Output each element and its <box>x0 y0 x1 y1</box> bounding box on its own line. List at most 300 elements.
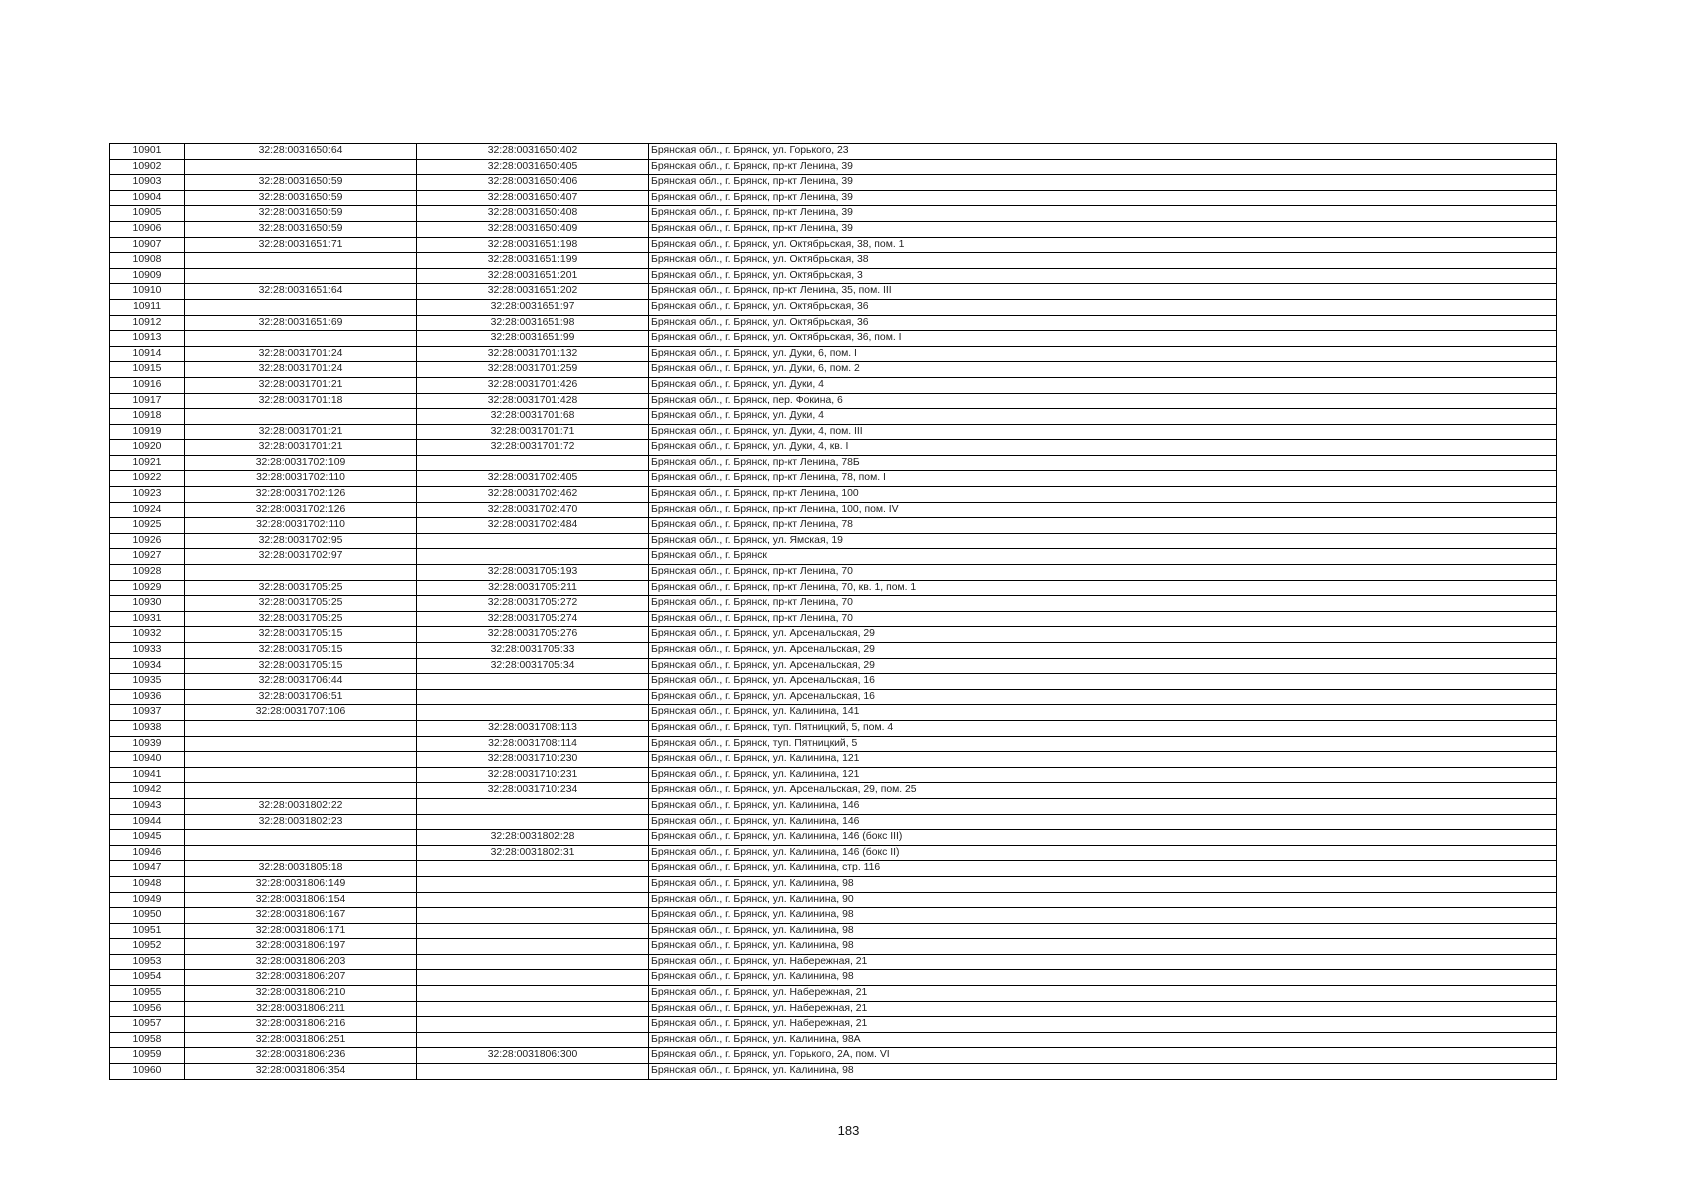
row-number-cell: 10915 <box>110 362 185 378</box>
object-cadastral-number-cell: 32:28:0031806:300 <box>417 1048 649 1064</box>
row-number-cell: 10921 <box>110 455 185 471</box>
land-cadastral-number-cell: 32:28:0031650:59 <box>185 190 417 206</box>
object-cadastral-number-cell <box>417 876 649 892</box>
row-number-cell: 10909 <box>110 268 185 284</box>
table-row <box>110 487 1557 503</box>
land-cadastral-number-cell: 32:28:0031701:21 <box>185 424 417 440</box>
land-cadastral-number-cell: 32:28:0031702:110 <box>185 471 417 487</box>
address-cell: Брянская обл., г. Брянск, ул. Дуки, 4, кв. I <box>649 440 1557 456</box>
table-row <box>110 1017 1557 1033</box>
land-cadastral-number-cell <box>185 268 417 284</box>
object-cadastral-number-cell: 32:28:0031705:272 <box>417 596 649 612</box>
address-cell: Брянская обл., г. Брянск, ул. Калинина, 146 (бокс II) <box>649 845 1557 861</box>
table-row <box>110 970 1557 986</box>
row-number-cell: 10910 <box>110 284 185 300</box>
object-cadastral-number-cell: 32:28:0031802:31 <box>417 845 649 861</box>
row-number-cell: 10949 <box>110 892 185 908</box>
row-number-cell: 10948 <box>110 876 185 892</box>
table-row <box>110 237 1557 253</box>
object-cadastral-number-cell: 32:28:0031705:34 <box>417 658 649 674</box>
table-row <box>110 596 1557 612</box>
land-cadastral-number-cell: 32:28:0031701:18 <box>185 393 417 409</box>
address-cell: Брянская обл., г. Брянск, пр-кт Ленина, 100 <box>649 487 1557 503</box>
land-cadastral-number-cell: 32:28:0031702:126 <box>185 487 417 503</box>
object-cadastral-number-cell: 32:28:0031650:409 <box>417 221 649 237</box>
address-cell: Брянская обл., г. Брянск, ул. Калинина, 90 <box>649 892 1557 908</box>
object-cadastral-number-cell: 32:28:0031651:98 <box>417 315 649 331</box>
table-row <box>110 299 1557 315</box>
table-row <box>110 284 1557 300</box>
land-cadastral-number-cell: 32:28:0031651:69 <box>185 315 417 331</box>
object-cadastral-number-cell <box>417 1001 649 1017</box>
land-cadastral-number-cell: 32:28:0031702:110 <box>185 518 417 534</box>
address-cell: Брянская обл., г. Брянск, ул. Арсенальская, 29, пом. 25 <box>649 783 1557 799</box>
land-cadastral-number-cell: 32:28:0031702:95 <box>185 533 417 549</box>
table-row <box>110 876 1557 892</box>
table-row <box>110 720 1557 736</box>
table-row <box>110 206 1557 222</box>
land-cadastral-number-cell: 32:28:0031706:44 <box>185 674 417 690</box>
address-cell: Брянская обл., г. Брянск, ул. Набережная, 21 <box>649 1001 1557 1017</box>
row-number-cell: 10935 <box>110 674 185 690</box>
address-cell: Брянская обл., г. Брянск, ул. Калинина, 146 <box>649 814 1557 830</box>
address-cell: Брянская обл., г. Брянск, ул. Октябрьская, 36, пом. I <box>649 331 1557 347</box>
row-number-cell: 10919 <box>110 424 185 440</box>
land-cadastral-number-cell <box>185 720 417 736</box>
object-cadastral-number-cell: 32:28:0031650:407 <box>417 190 649 206</box>
row-number-cell: 10923 <box>110 487 185 503</box>
row-number-cell: 10945 <box>110 830 185 846</box>
land-cadastral-number-cell: 32:28:0031701:24 <box>185 346 417 362</box>
address-cell: Брянская обл., г. Брянск, ул. Арсенальская, 29 <box>649 658 1557 674</box>
table-row <box>110 440 1557 456</box>
row-number-cell: 10932 <box>110 627 185 643</box>
land-cadastral-number-cell: 32:28:0031806:197 <box>185 939 417 955</box>
table-row <box>110 580 1557 596</box>
row-number-cell: 10901 <box>110 144 185 160</box>
address-cell: Брянская обл., г. Брянск, пр-кт Ленина, 70 <box>649 565 1557 581</box>
land-cadastral-number-cell: 32:28:0031650:59 <box>185 206 417 222</box>
land-cadastral-number-cell <box>185 752 417 768</box>
land-cadastral-number-cell: 32:28:0031701:21 <box>185 440 417 456</box>
object-cadastral-number-cell <box>417 689 649 705</box>
object-cadastral-number-cell: 32:28:0031802:28 <box>417 830 649 846</box>
land-cadastral-number-cell <box>185 736 417 752</box>
land-cadastral-number-cell: 32:28:0031806:154 <box>185 892 417 908</box>
address-cell: Брянская обл., г. Брянск, туп. Пятницкий, 5 <box>649 736 1557 752</box>
row-number-cell: 10939 <box>110 736 185 752</box>
table-row <box>110 830 1557 846</box>
row-number-cell: 10954 <box>110 970 185 986</box>
object-cadastral-number-cell: 32:28:0031705:274 <box>417 611 649 627</box>
row-number-cell: 10920 <box>110 440 185 456</box>
land-cadastral-number-cell: 32:28:0031706:51 <box>185 689 417 705</box>
table-row <box>110 518 1557 534</box>
table-row <box>110 814 1557 830</box>
table-row <box>110 159 1557 175</box>
land-cadastral-number-cell: 32:28:0031802:22 <box>185 798 417 814</box>
land-cadastral-number-cell <box>185 331 417 347</box>
table-row <box>110 736 1557 752</box>
row-number-cell: 10913 <box>110 331 185 347</box>
land-cadastral-number-cell: 32:28:0031702:97 <box>185 549 417 565</box>
row-number-cell: 10916 <box>110 377 185 393</box>
table-row <box>110 674 1557 690</box>
row-number-cell: 10944 <box>110 814 185 830</box>
land-cadastral-number-cell: 32:28:0031806:203 <box>185 954 417 970</box>
row-number-cell: 10908 <box>110 253 185 269</box>
table-row <box>110 986 1557 1002</box>
land-cadastral-number-cell: 32:28:0031705:25 <box>185 611 417 627</box>
address-cell: Брянская обл., г. Брянск, ул. Арсенальская, 16 <box>649 689 1557 705</box>
object-cadastral-number-cell <box>417 908 649 924</box>
object-cadastral-number-cell: 32:28:0031651:202 <box>417 284 649 300</box>
land-cadastral-number-cell <box>185 159 417 175</box>
object-cadastral-number-cell: 32:28:0031701:72 <box>417 440 649 456</box>
table-row <box>110 346 1557 362</box>
table-row <box>110 845 1557 861</box>
table-row <box>110 377 1557 393</box>
land-cadastral-number-cell: 32:28:0031650:64 <box>185 144 417 160</box>
land-cadastral-number-cell: 32:28:0031806:149 <box>185 876 417 892</box>
land-cadastral-number-cell <box>185 845 417 861</box>
address-cell: Брянская обл., г. Брянск, ул. Ямская, 19 <box>649 533 1557 549</box>
row-number-cell: 10936 <box>110 689 185 705</box>
object-cadastral-number-cell: 32:28:0031702:484 <box>417 518 649 534</box>
registry-table-body <box>110 144 1557 1080</box>
row-number-cell: 10925 <box>110 518 185 534</box>
address-cell: Брянская обл., г. Брянск, ул. Калинина, 121 <box>649 767 1557 783</box>
row-number-cell: 10906 <box>110 221 185 237</box>
row-number-cell: 10905 <box>110 206 185 222</box>
land-cadastral-number-cell: 32:28:0031702:126 <box>185 502 417 518</box>
row-number-cell: 10957 <box>110 1017 185 1033</box>
row-number-cell: 10924 <box>110 502 185 518</box>
address-cell: Брянская обл., г. Брянск, пр-кт Ленина, 35, пом. III <box>649 284 1557 300</box>
table-row <box>110 409 1557 425</box>
table-row <box>110 424 1557 440</box>
row-number-cell: 10928 <box>110 565 185 581</box>
address-cell: Брянская обл., г. Брянск, ул. Октябрьская, 38 <box>649 253 1557 269</box>
object-cadastral-number-cell: 32:28:0031710:230 <box>417 752 649 768</box>
object-cadastral-number-cell: 32:28:0031701:132 <box>417 346 649 362</box>
row-number-cell: 10938 <box>110 720 185 736</box>
land-cadastral-number-cell: 32:28:0031650:59 <box>185 221 417 237</box>
address-cell: Брянская обл., г. Брянск, ул. Калинина, 98 <box>649 876 1557 892</box>
object-cadastral-number-cell: 32:28:0031708:113 <box>417 720 649 736</box>
object-cadastral-number-cell: 32:28:0031651:97 <box>417 299 649 315</box>
table-row <box>110 908 1557 924</box>
address-cell: Брянская обл., г. Брянск, ул. Калинина, 146 (бокс III) <box>649 830 1557 846</box>
address-cell: Брянская обл., г. Брянск, пр-кт Ленина, 78, пом. I <box>649 471 1557 487</box>
land-cadastral-number-cell: 32:28:0031705:25 <box>185 580 417 596</box>
object-cadastral-number-cell <box>417 533 649 549</box>
object-cadastral-number-cell: 32:28:0031701:68 <box>417 409 649 425</box>
land-cadastral-number-cell: 32:28:0031701:24 <box>185 362 417 378</box>
object-cadastral-number-cell <box>417 861 649 877</box>
address-cell: Брянская обл., г. Брянск, ул. Дуки, 4 <box>649 377 1557 393</box>
table-row <box>110 565 1557 581</box>
row-number-cell: 10942 <box>110 783 185 799</box>
row-number-cell: 10933 <box>110 643 185 659</box>
address-cell: Брянская обл., г. Брянск, ул. Дуки, 4 <box>649 409 1557 425</box>
object-cadastral-number-cell: 32:28:0031701:426 <box>417 377 649 393</box>
row-number-cell: 10934 <box>110 658 185 674</box>
object-cadastral-number-cell <box>417 1032 649 1048</box>
address-cell: Брянская обл., г. Брянск, ул. Октябрьская, 3 <box>649 268 1557 284</box>
table-row <box>110 253 1557 269</box>
land-cadastral-number-cell: 32:28:0031650:59 <box>185 175 417 191</box>
row-number-cell: 10959 <box>110 1048 185 1064</box>
table-row <box>110 1032 1557 1048</box>
object-cadastral-number-cell: 32:28:0031705:33 <box>417 643 649 659</box>
registry-table <box>109 143 1557 1080</box>
table-row <box>110 221 1557 237</box>
table-row <box>110 1064 1557 1080</box>
address-cell: Брянская обл., г. Брянск, ул. Калинина, 98 <box>649 908 1557 924</box>
address-cell: Брянская обл., г. Брянск, ул. Арсенальская, 29 <box>649 643 1557 659</box>
address-cell: Брянская обл., г. Брянск, пр-кт Ленина, 39 <box>649 175 1557 191</box>
row-number-cell: 10903 <box>110 175 185 191</box>
row-number-cell: 10927 <box>110 549 185 565</box>
address-cell: Брянская обл., г. Брянск, ул. Арсенальская, 16 <box>649 674 1557 690</box>
object-cadastral-number-cell <box>417 939 649 955</box>
object-cadastral-number-cell <box>417 674 649 690</box>
land-cadastral-number-cell <box>185 299 417 315</box>
address-cell: Брянская обл., г. Брянск, пр-кт Ленина, 39 <box>649 206 1557 222</box>
table-row <box>110 315 1557 331</box>
address-cell: Брянская обл., г. Брянск <box>649 549 1557 565</box>
table-row <box>110 689 1557 705</box>
address-cell: Брянская обл., г. Брянск, пр-кт Ленина, 39 <box>649 190 1557 206</box>
address-cell: Брянская обл., г. Брянск, пр-кт Ленина, 70 <box>649 611 1557 627</box>
land-cadastral-number-cell: 32:28:0031651:64 <box>185 284 417 300</box>
land-cadastral-number-cell: 32:28:0031806:354 <box>185 1064 417 1080</box>
object-cadastral-number-cell: 32:28:0031702:462 <box>417 487 649 503</box>
object-cadastral-number-cell: 32:28:0031705:276 <box>417 627 649 643</box>
table-row <box>110 705 1557 721</box>
table-row <box>110 892 1557 908</box>
address-cell: Брянская обл., г. Брянск, туп. Пятницкий, 5, пом. 4 <box>649 720 1557 736</box>
row-number-cell: 10922 <box>110 471 185 487</box>
object-cadastral-number-cell: 32:28:0031708:114 <box>417 736 649 752</box>
table-row <box>110 767 1557 783</box>
object-cadastral-number-cell: 32:28:0031701:259 <box>417 362 649 378</box>
object-cadastral-number-cell: 32:28:0031702:470 <box>417 502 649 518</box>
land-cadastral-number-cell: 32:28:0031805:18 <box>185 861 417 877</box>
object-cadastral-number-cell: 32:28:0031710:234 <box>417 783 649 799</box>
table-row <box>110 954 1557 970</box>
row-number-cell: 10930 <box>110 596 185 612</box>
land-cadastral-number-cell: 32:28:0031806:167 <box>185 908 417 924</box>
land-cadastral-number-cell: 32:28:0031806:211 <box>185 1001 417 1017</box>
land-cadastral-number-cell <box>185 783 417 799</box>
table-row <box>110 175 1557 191</box>
object-cadastral-number-cell: 32:28:0031705:211 <box>417 580 649 596</box>
address-cell: Брянская обл., г. Брянск, пр-кт Ленина, 100, пом. IV <box>649 502 1557 518</box>
object-cadastral-number-cell <box>417 705 649 721</box>
land-cadastral-number-cell <box>185 830 417 846</box>
table-row <box>110 549 1557 565</box>
address-cell: Брянская обл., г. Брянск, ул. Дуки, 6, пом. I <box>649 346 1557 362</box>
table-row <box>110 362 1557 378</box>
land-cadastral-number-cell: 32:28:0031806:207 <box>185 970 417 986</box>
row-number-cell: 10953 <box>110 954 185 970</box>
land-cadastral-number-cell: 32:28:0031806:251 <box>185 1032 417 1048</box>
address-cell: Брянская обл., г. Брянск, ул. Калинина, 98А <box>649 1032 1557 1048</box>
table-row <box>110 798 1557 814</box>
table-row <box>110 643 1557 659</box>
land-cadastral-number-cell: 32:28:0031806:216 <box>185 1017 417 1033</box>
row-number-cell: 10940 <box>110 752 185 768</box>
address-cell: Брянская обл., г. Брянск, ул. Горького, 2А, пом. VI <box>649 1048 1557 1064</box>
object-cadastral-number-cell <box>417 923 649 939</box>
land-cadastral-number-cell: 32:28:0031806:210 <box>185 986 417 1002</box>
object-cadastral-number-cell: 32:28:0031651:199 <box>417 253 649 269</box>
table-row <box>110 455 1557 471</box>
land-cadastral-number-cell: 32:28:0031651:71 <box>185 237 417 253</box>
row-number-cell: 10904 <box>110 190 185 206</box>
object-cadastral-number-cell: 32:28:0031651:201 <box>417 268 649 284</box>
land-cadastral-number-cell: 32:28:0031707:106 <box>185 705 417 721</box>
address-cell: Брянская обл., г. Брянск, ул. Калинина, 141 <box>649 705 1557 721</box>
table-row <box>110 1048 1557 1064</box>
object-cadastral-number-cell: 32:28:0031702:405 <box>417 471 649 487</box>
row-number-cell: 10902 <box>110 159 185 175</box>
table-row <box>110 144 1557 160</box>
land-cadastral-number-cell: 32:28:0031701:21 <box>185 377 417 393</box>
address-cell: Брянская обл., г. Брянск, пр-кт Ленина, 78Б <box>649 455 1557 471</box>
row-number-cell: 10929 <box>110 580 185 596</box>
object-cadastral-number-cell: 32:28:0031651:99 <box>417 331 649 347</box>
object-cadastral-number-cell <box>417 892 649 908</box>
address-cell: Брянская обл., г. Брянск, ул. Калинина, 146 <box>649 798 1557 814</box>
object-cadastral-number-cell: 32:28:0031650:402 <box>417 144 649 160</box>
table-row <box>110 923 1557 939</box>
row-number-cell: 10958 <box>110 1032 185 1048</box>
table-row <box>110 752 1557 768</box>
address-cell: Брянская обл., г. Брянск, ул. Октябрьская, 38, пом. 1 <box>649 237 1557 253</box>
page-number: 183 <box>837 1123 860 1138</box>
address-cell: Брянская обл., г. Брянск, ул. Калинина, 98 <box>649 970 1557 986</box>
land-cadastral-number-cell <box>185 253 417 269</box>
table-row <box>110 783 1557 799</box>
land-cadastral-number-cell: 32:28:0031802:23 <box>185 814 417 830</box>
object-cadastral-number-cell <box>417 970 649 986</box>
address-cell: Брянская обл., г. Брянск, ул. Калинина, 98 <box>649 1064 1557 1080</box>
address-cell: Брянская обл., г. Брянск, ул. Горького, 23 <box>649 144 1557 160</box>
address-cell: Брянская обл., г. Брянск, ул. Калинина, 98 <box>649 923 1557 939</box>
table-row <box>110 627 1557 643</box>
table-row <box>110 190 1557 206</box>
object-cadastral-number-cell <box>417 1064 649 1080</box>
address-cell: Брянская обл., г. Брянск, ул. Калинина, стр. 116 <box>649 861 1557 877</box>
row-number-cell: 10912 <box>110 315 185 331</box>
land-cadastral-number-cell: 32:28:0031705:15 <box>185 627 417 643</box>
table-row <box>110 658 1557 674</box>
land-cadastral-number-cell: 32:28:0031705:15 <box>185 643 417 659</box>
row-number-cell: 10950 <box>110 908 185 924</box>
object-cadastral-number-cell: 32:28:0031650:408 <box>417 206 649 222</box>
object-cadastral-number-cell: 32:28:0031710:231 <box>417 767 649 783</box>
row-number-cell: 10943 <box>110 798 185 814</box>
object-cadastral-number-cell: 32:28:0031705:193 <box>417 565 649 581</box>
table-row <box>110 533 1557 549</box>
land-cadastral-number-cell: 32:28:0031806:171 <box>185 923 417 939</box>
object-cadastral-number-cell <box>417 814 649 830</box>
address-cell: Брянская обл., г. Брянск, ул. Набережная, 21 <box>649 954 1557 970</box>
address-cell: Брянская обл., г. Брянск, пр-кт Ленина, 70, кв. 1, пом. 1 <box>649 580 1557 596</box>
address-cell: Брянская обл., г. Брянск, ул. Калинина, 121 <box>649 752 1557 768</box>
address-cell: Брянская обл., г. Брянск, ул. Дуки, 6, пом. 2 <box>649 362 1557 378</box>
address-cell: Брянская обл., г. Брянск, ул. Октябрьская, 36 <box>649 299 1557 315</box>
row-number-cell: 10960 <box>110 1064 185 1080</box>
address-cell: Брянская обл., г. Брянск, пр-кт Ленина, 78 <box>649 518 1557 534</box>
table-row <box>110 268 1557 284</box>
row-number-cell: 10914 <box>110 346 185 362</box>
row-number-cell: 10911 <box>110 299 185 315</box>
row-number-cell: 10946 <box>110 845 185 861</box>
row-number-cell: 10937 <box>110 705 185 721</box>
table-row <box>110 502 1557 518</box>
address-cell: Брянская обл., г. Брянск, пр-кт Ленина, 39 <box>649 221 1557 237</box>
land-cadastral-number-cell <box>185 767 417 783</box>
address-cell: Брянская обл., г. Брянск, ул. Дуки, 4, пом. III <box>649 424 1557 440</box>
address-cell: Брянская обл., г. Брянск, пр-кт Ленина, 70 <box>649 596 1557 612</box>
object-cadastral-number-cell <box>417 954 649 970</box>
row-number-cell: 10907 <box>110 237 185 253</box>
object-cadastral-number-cell: 32:28:0031651:198 <box>417 237 649 253</box>
object-cadastral-number-cell <box>417 798 649 814</box>
row-number-cell: 10956 <box>110 1001 185 1017</box>
land-cadastral-number-cell <box>185 409 417 425</box>
land-cadastral-number-cell: 32:28:0031702:109 <box>185 455 417 471</box>
table-row <box>110 611 1557 627</box>
object-cadastral-number-cell: 32:28:0031650:405 <box>417 159 649 175</box>
row-number-cell: 10955 <box>110 986 185 1002</box>
table-row <box>110 1001 1557 1017</box>
row-number-cell: 10941 <box>110 767 185 783</box>
table-row <box>110 861 1557 877</box>
address-cell: Брянская обл., г. Брянск, ул. Октябрьская, 36 <box>649 315 1557 331</box>
land-cadastral-number-cell: 32:28:0031705:25 <box>185 596 417 612</box>
table-row <box>110 331 1557 347</box>
table-row <box>110 471 1557 487</box>
object-cadastral-number-cell <box>417 549 649 565</box>
row-number-cell: 10918 <box>110 409 185 425</box>
address-cell: Брянская обл., г. Брянск, ул. Набережная, 21 <box>649 1017 1557 1033</box>
row-number-cell: 10926 <box>110 533 185 549</box>
address-cell: Брянская обл., г. Брянск, пр-кт Ленина, 39 <box>649 159 1557 175</box>
object-cadastral-number-cell: 32:28:0031650:406 <box>417 175 649 191</box>
object-cadastral-number-cell <box>417 455 649 471</box>
row-number-cell: 10951 <box>110 923 185 939</box>
land-cadastral-number-cell: 32:28:0031806:236 <box>185 1048 417 1064</box>
land-cadastral-number-cell: 32:28:0031705:15 <box>185 658 417 674</box>
object-cadastral-number-cell <box>417 1017 649 1033</box>
row-number-cell: 10952 <box>110 939 185 955</box>
address-cell: Брянская обл., г. Брянск, ул. Калинина, 98 <box>649 939 1557 955</box>
table-row <box>110 393 1557 409</box>
row-number-cell: 10917 <box>110 393 185 409</box>
address-cell: Брянская обл., г. Брянск, ул. Арсенальская, 29 <box>649 627 1557 643</box>
object-cadastral-number-cell: 32:28:0031701:428 <box>417 393 649 409</box>
object-cadastral-number-cell <box>417 986 649 1002</box>
land-cadastral-number-cell <box>185 565 417 581</box>
address-cell: Брянская обл., г. Брянск, ул. Набережная, 21 <box>649 986 1557 1002</box>
address-cell: Брянская обл., г. Брянск, пер. Фокина, 6 <box>649 393 1557 409</box>
table-row <box>110 939 1557 955</box>
